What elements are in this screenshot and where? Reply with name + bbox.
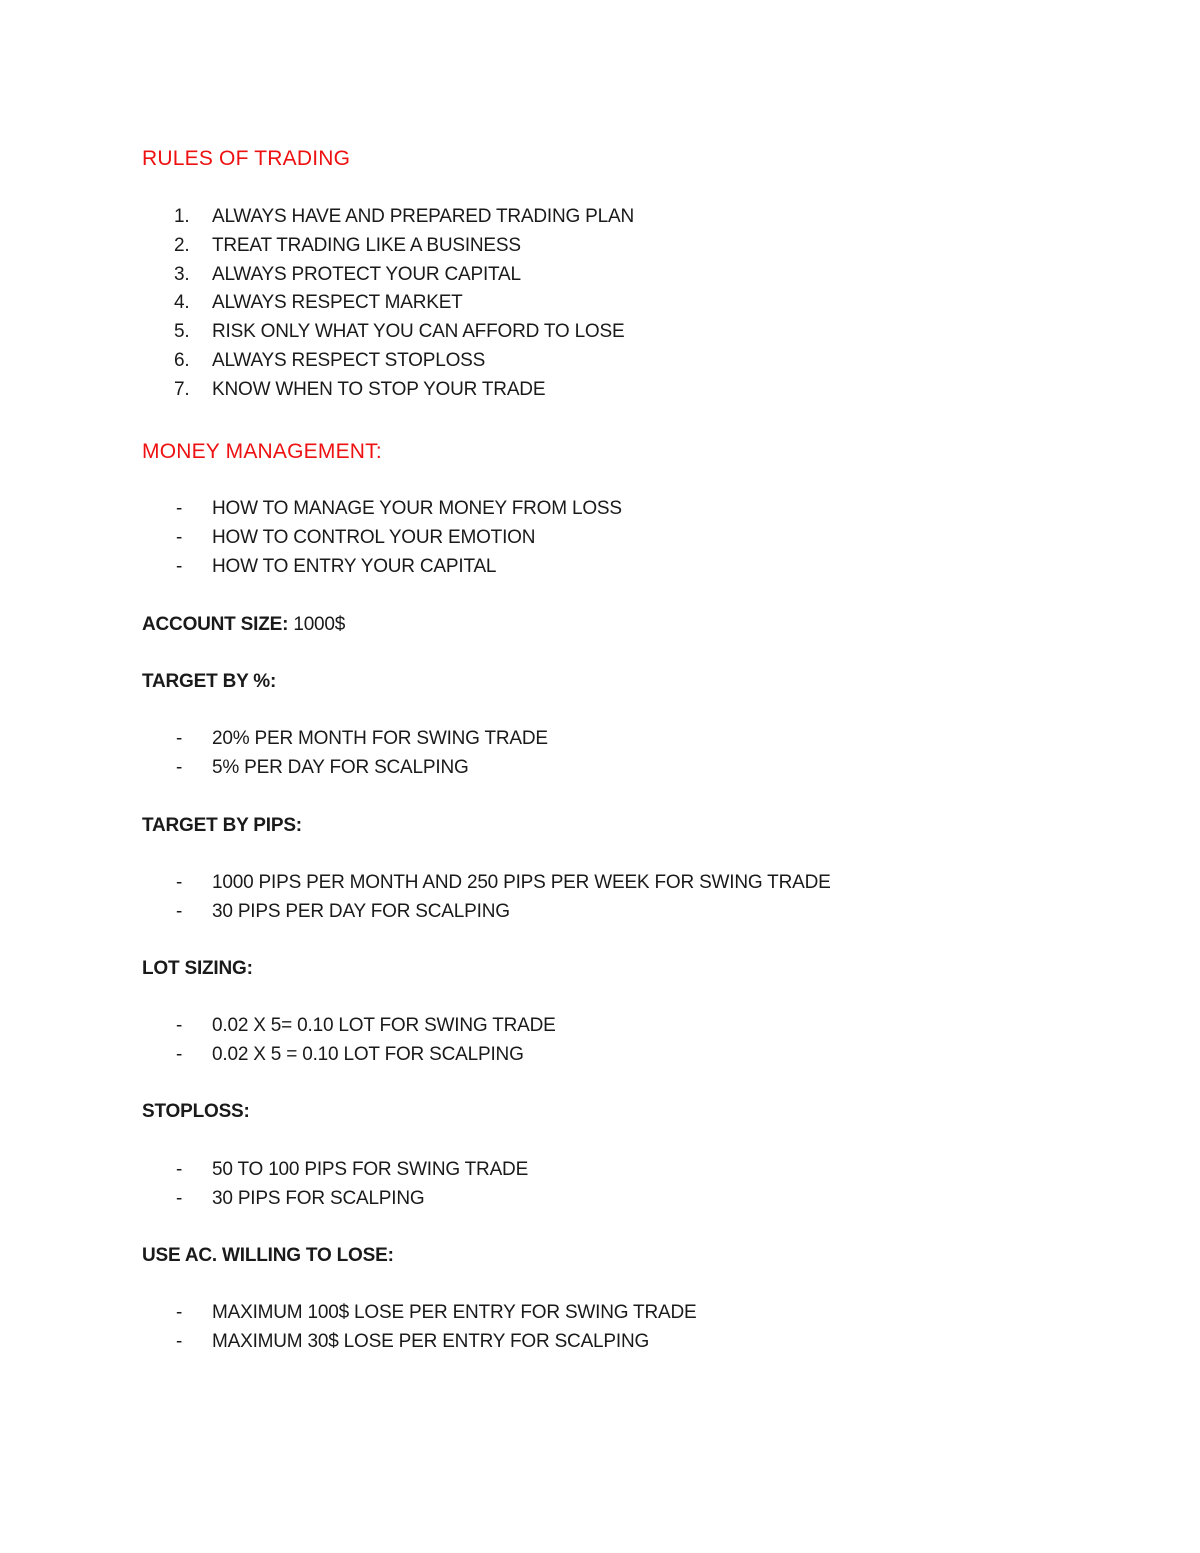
stoploss-item (0, 1188, 1200, 1214)
willing-to-lose-item (0, 1302, 1200, 1328)
rules-list-item (0, 264, 1200, 290)
target-pips-label: TARGET BY PIPS: (142, 815, 302, 836)
bullet-dash: - (176, 901, 183, 922)
account-size-value: 1000$ (293, 614, 346, 635)
list-item-text: ALWAYS PROTECT YOUR CAPITAL (212, 264, 521, 285)
list-item-text: KNOW WHEN TO STOP YOUR TRADE (212, 379, 546, 400)
rules-list-item (0, 206, 1200, 232)
bullet-dash: - (176, 1331, 183, 1352)
account-size-label: ACCOUNT SIZE: (142, 614, 289, 635)
target-pips-item (0, 901, 1200, 927)
lot-sizing-item (0, 1044, 1200, 1070)
bullet-dash: - (176, 1044, 183, 1065)
bullet-dash: - (176, 1302, 183, 1323)
list-item-text: 5% PER DAY FOR SCALPING (212, 757, 469, 778)
target-percent-label: TARGET BY %: (142, 671, 277, 692)
list-number: 5. (174, 321, 190, 342)
list-number: 3. (174, 264, 190, 285)
list-item-text: ALWAYS RESPECT MARKET (212, 292, 463, 313)
list-item-text: MAXIMUM 100$ LOSE PER ENTRY FOR SWING TRADE (212, 1302, 697, 1323)
bullet-dash: - (176, 498, 183, 519)
list-number: 6. (174, 350, 190, 371)
list-item-text: 30 PIPS PER DAY FOR SCALPING (212, 901, 510, 922)
lot-sizing-item (0, 1015, 1200, 1041)
target-percent-item (0, 757, 1200, 783)
rules-list-item (0, 292, 1200, 318)
list-item-text: 0.02 X 5 = 0.10 LOT FOR SCALPING (212, 1044, 524, 1065)
lot-sizing-label: LOT SIZING: (142, 958, 253, 979)
willing-to-lose-label: USE AC. WILLING TO LOSE: (142, 1245, 394, 1266)
list-item-text: HOW TO CONTROL YOUR EMOTION (212, 527, 536, 548)
list-item-text: 50 TO 100 PIPS FOR SWING TRADE (212, 1159, 529, 1180)
target-pips-item (0, 872, 1200, 898)
target-percent-item (0, 728, 1200, 754)
rules-list-item (0, 350, 1200, 376)
stoploss-item (0, 1159, 1200, 1185)
rules-list-item (0, 379, 1200, 405)
bullet-dash: - (176, 1015, 183, 1036)
bullet-dash: - (176, 872, 183, 893)
bullet-dash: - (176, 527, 183, 548)
list-item-text: HOW TO MANAGE YOUR MONEY FROM LOSS (212, 498, 622, 519)
money-management-heading: MONEY MANAGEMENT: (142, 440, 382, 463)
list-item-text: 30 PIPS FOR SCALPING (212, 1188, 425, 1209)
list-item-text: HOW TO ENTRY YOUR CAPITAL (212, 556, 497, 577)
list-item-text: 20% PER MONTH FOR SWING TRADE (212, 728, 548, 749)
rules-heading: RULES OF TRADING (142, 147, 351, 170)
list-item-text: 1000 PIPS PER MONTH AND 250 PIPS PER WEEK FOR SWING TRADE (212, 872, 831, 893)
bullet-dash: - (176, 1159, 183, 1180)
list-number: 2. (174, 235, 190, 256)
list-item-text: TREAT TRADING LIKE A BUSINESS (212, 235, 521, 256)
list-number: 4. (174, 292, 190, 313)
bullet-dash: - (176, 1188, 183, 1209)
stoploss-label: STOPLOSS: (142, 1101, 250, 1122)
account-size-line (142, 614, 345, 636)
list-item-text: 0.02 X 5= 0.10 LOT FOR SWING TRADE (212, 1015, 556, 1036)
money-list-item (0, 556, 1200, 582)
list-item-text: MAXIMUM 30$ LOSE PER ENTRY FOR SCALPING (212, 1331, 650, 1352)
list-number: 7. (174, 379, 190, 400)
willing-to-lose-item (0, 1331, 1200, 1357)
money-list-item (0, 498, 1200, 524)
money-list-item (0, 527, 1200, 553)
bullet-dash: - (176, 728, 183, 749)
bullet-dash: - (176, 757, 183, 778)
list-item-text: ALWAYS HAVE AND PREPARED TRADING PLAN (212, 206, 634, 227)
list-number: 1. (174, 206, 190, 227)
list-item-text: ALWAYS RESPECT STOPLOSS (212, 350, 486, 371)
list-item-text: RISK ONLY WHAT YOU CAN AFFORD TO LOSE (212, 321, 625, 342)
rules-list-item (0, 235, 1200, 261)
bullet-dash: - (176, 556, 183, 577)
rules-list-item (0, 321, 1200, 347)
